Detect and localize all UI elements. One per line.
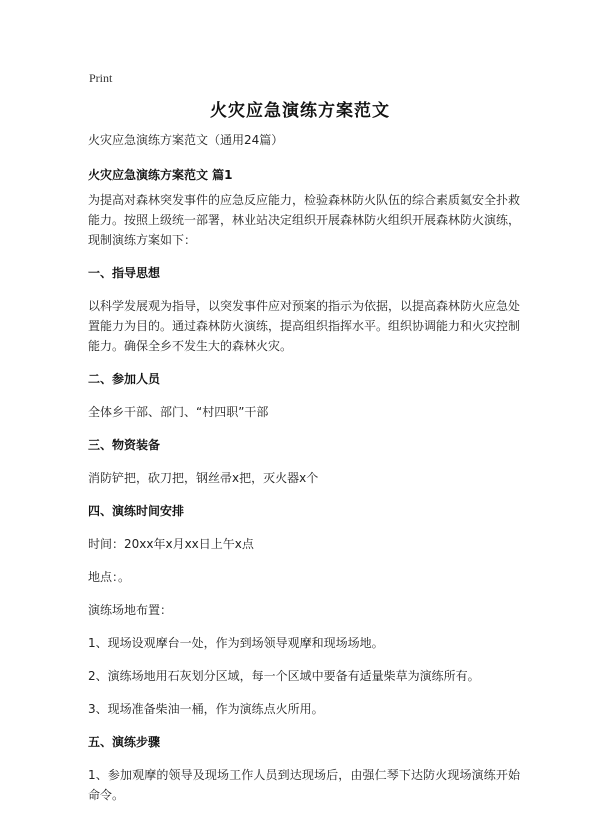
page-title: 火灾应急演练方案范文 xyxy=(210,101,390,121)
intro-paragraph: 为提高对森林突发事件的应急反应能力，检验森林防火队伍的综合素质氦安全扑救能力。按照上级统一部署，林业站决定组织开展森林防火组织开展森林防火演练，现制演练方案如下： xyxy=(88,193,521,247)
section-1-heading: 一、指导思想 xyxy=(88,266,161,280)
section-4-item-2: 2、演练场地用石灰划分区域，每一个区域中要备有适量柴草为演练所有。 xyxy=(88,669,480,683)
section-5-heading: 五、演练步骤 xyxy=(88,735,161,749)
section-4-item-1: 1、现场设观摩台一处，作为到场领导观摩和现场场地。 xyxy=(88,636,384,650)
section-3-body: 消防铲把，砍刀把，钢丝帚x把，灭火器x个 xyxy=(88,471,319,485)
section-1-body: 以科学发展观为指导，以突发事件应对预案的指示为依据，以提高森林防火应急处置能力为目的。通过森林防火演练，提高组织指挥水平。组织协调能力和火灾控制能力。确保全乡不发生大的森林火灾。 xyxy=(88,299,521,353)
document-body xyxy=(88,130,520,818)
section-2-body: 全体乡干部、部门、“村四职”干部 xyxy=(88,405,269,419)
section-3-heading: 三、物资装备 xyxy=(88,438,161,452)
document-subtitle: 火灾应急演练方案范文（通用24篇） xyxy=(88,133,284,147)
section-4-layout: 演练场地布置： xyxy=(88,603,173,617)
section-4-heading: 四、演练时间安排 xyxy=(88,504,185,518)
section-4-time: 时间：20xx年x月xx日上午x点 xyxy=(88,537,254,551)
section-2-heading: 二、参加人员 xyxy=(88,372,161,386)
article-title: 火灾应急演练方案范文 篇1 xyxy=(88,168,233,182)
section-4-place: 地点：。 xyxy=(88,570,131,584)
section-5-item-1: 1、参加观摩的领导及现场工作人员到达现场后，由强仁琴下达防火现场演练开始命令。 xyxy=(88,768,520,802)
print-label[interactable]: Print xyxy=(89,71,113,85)
section-4-item-3: 3、现场准备柴油一桶，作为演练点火所用。 xyxy=(88,702,324,716)
